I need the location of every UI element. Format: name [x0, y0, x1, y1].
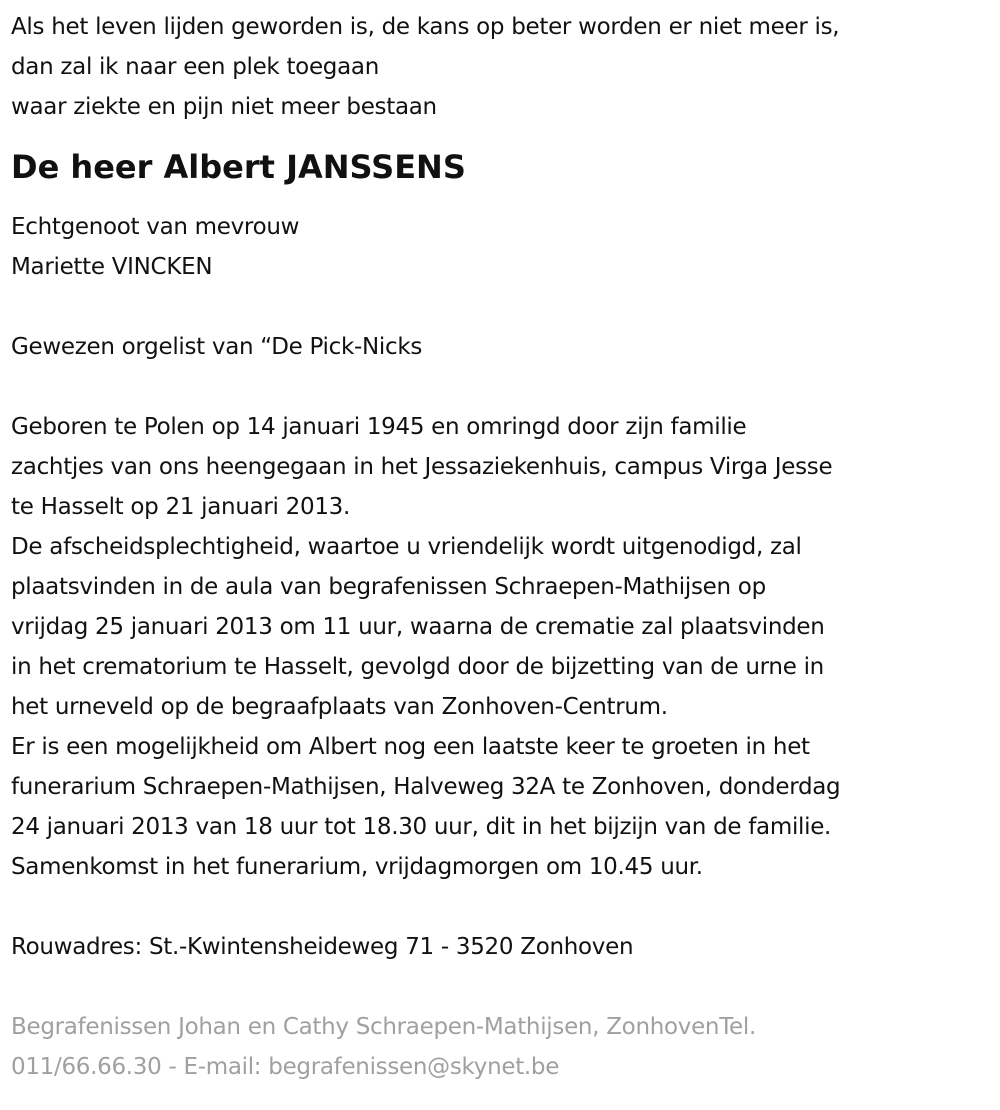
body-line: Samenkomst in het funerarium, vrijdagmorgen om 10.45 uur.	[11, 854, 703, 880]
body-line: vrijdag 25 januari 2013 om 11 uur, waarna de crematie zal plaatsvinden	[11, 614, 825, 640]
body-line: De afscheidsplechtigheid, waartoe u vriendelijk wordt uitgenodigd, zal	[11, 534, 802, 560]
mourning-address: Rouwadres: St.-Kwintensheideweg 71 - 3520 Zonhoven	[11, 934, 634, 960]
occupation: Gewezen orgelist van “De Pick-Nicks	[11, 334, 423, 360]
spouse-line: Mariette VINCKEN	[11, 254, 213, 280]
deceased-name: De heer Albert JANSSENS	[11, 148, 466, 186]
poem-line: dan zal ik naar een plek toegaan	[11, 54, 379, 80]
poem-line: Als het leven lijden geworden is, de kans op beter worden er niet meer is,	[11, 14, 840, 40]
body-line: funerarium Schraepen-Mathijsen, Halveweg 32A te Zonhoven, donderdag	[11, 774, 841, 800]
body-line: zachtjes van ons heengegaan in het Jessaziekenhuis, campus Virga Jesse	[11, 454, 833, 480]
body-line: Geboren te Polen op 14 januari 1945 en omringd door zijn familie	[11, 414, 747, 440]
footer-line: Begrafenissen Johan en Cathy Schraepen-Mathijsen, ZonhovenTel.	[11, 1014, 757, 1040]
body-line: plaatsvinden in de aula van begrafenissen Schraepen-Mathijsen op	[11, 574, 766, 600]
body-line: het urneveld op de begraafplaats van Zonhoven-Centrum.	[11, 694, 668, 720]
body-line: te Hasselt op 21 januari 2013.	[11, 494, 350, 520]
body-line: Er is een mogelijkheid om Albert nog een laatste keer te groeten in het	[11, 734, 810, 760]
body-line: in het crematorium te Hasselt, gevolgd door de bijzetting van de urne in	[11, 654, 824, 680]
poem-line: waar ziekte en pijn niet meer bestaan	[11, 94, 437, 120]
spouse-line: Echtgenoot van mevrouw	[11, 214, 300, 240]
body-text	[11, 407, 1000, 887]
body-line: 24 januari 2013 van 18 uur tot 18.30 uur, dit in het bijzijn van de familie.	[11, 814, 832, 840]
poem	[11, 7, 1000, 127]
footer-line: 011/66.66.30 - E-mail: begrafenissen@skynet.be	[11, 1054, 560, 1080]
